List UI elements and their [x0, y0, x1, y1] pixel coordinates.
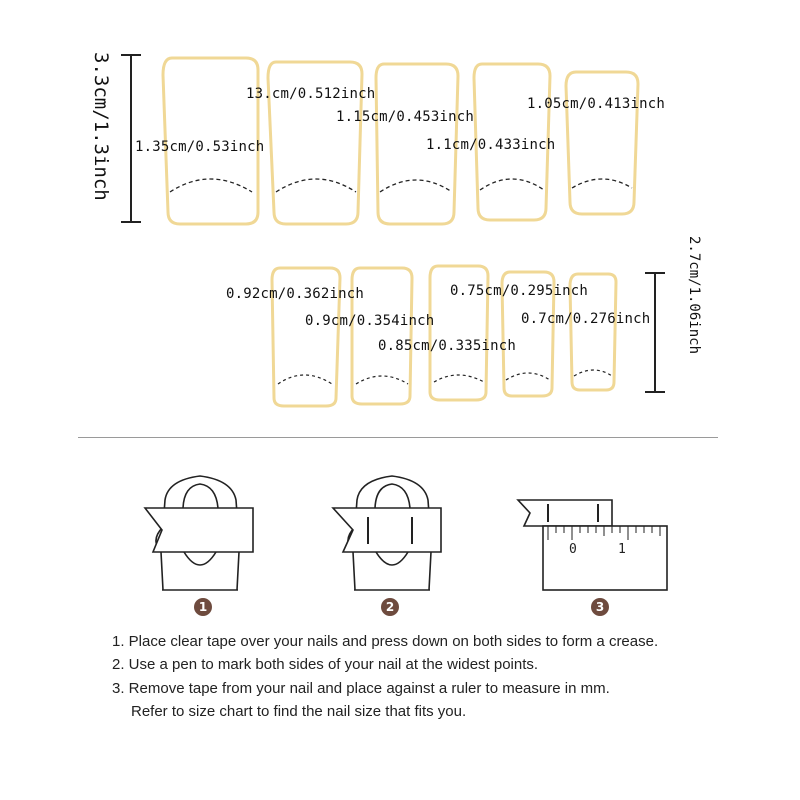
nail-label-top-3: 1.15cm/0.453inch	[336, 109, 475, 125]
ruler-tick-0: 0	[569, 542, 577, 557]
section-divider	[78, 437, 718, 438]
nail-label-top-1: 1.35cm/0.53inch	[135, 139, 265, 155]
instruction-4: Refer to size chart to find the nail size that fits you.	[131, 703, 467, 720]
nail-label-bottom-2: 0.9cm/0.354inch	[305, 313, 435, 329]
nail-label-bottom-1: 0.92cm/0.362inch	[226, 286, 365, 302]
instruction-3: 3. Remove tape from your nail and place against a ruler to measure in mm.	[112, 680, 610, 697]
step-badge-1: 1	[194, 598, 212, 616]
step2-illustration	[333, 476, 441, 590]
nail-label-top-4: 1.1cm/0.433inch	[426, 137, 556, 153]
bottom-height-label: 2.7cm/1.06inch	[686, 236, 702, 355]
nail-top-5	[566, 72, 638, 214]
instruction-1: 1. Place clear tape over your nails and press down on both sides to form a crease.	[112, 633, 659, 650]
step1-illustration	[145, 476, 253, 590]
nail-label-top-2: 13.cm/0.512inch	[246, 86, 376, 102]
step-badge-2: 2	[381, 598, 399, 616]
ruler-tick-1: 1	[618, 542, 626, 557]
nail-label-bottom-3: 0.85cm/0.335inch	[378, 338, 517, 354]
top-height-label: 3.3cm/1.3inch	[90, 52, 112, 201]
nail-label-bottom-5: 0.7cm/0.276inch	[521, 311, 651, 327]
nail-label-top-5: 1.05cm/0.413inch	[527, 96, 666, 112]
step3-illustration	[518, 500, 667, 590]
nail-label-bottom-4: 0.75cm/0.295inch	[450, 283, 589, 299]
instruction-2: 2. Use a pen to mark both sides of your nail at the widest points.	[112, 656, 539, 673]
step-badge-3: 3	[591, 598, 609, 616]
measuring-steps-diagram	[0, 440, 800, 600]
